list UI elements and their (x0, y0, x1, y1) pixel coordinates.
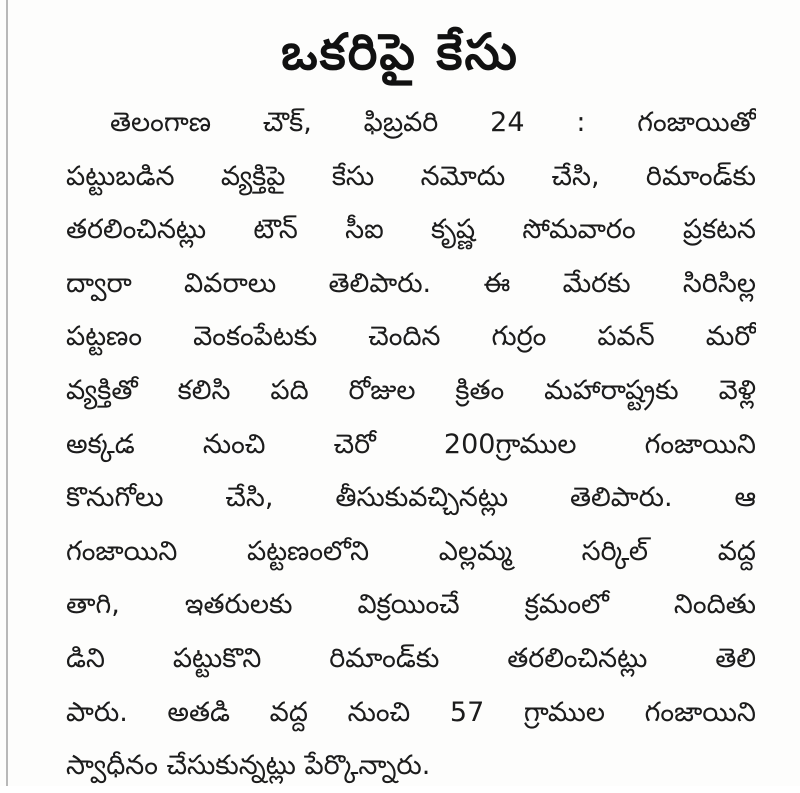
article-line: తాగి, ఇతరులకు విక్రయించే క్రమంలో నిందితు (66, 589, 756, 621)
article-line: తరలించినట్లు టౌన్ సీఐ కృష్ణ సోమవారం ప్రకటన (66, 214, 756, 246)
article-line: అక్కడ నుంచి చెరో 200గ్రాముల గంజాయిని (66, 428, 756, 460)
column-rule (6, 0, 8, 786)
article-line: పట్టుబడిన వ్యక్తిపై కేసు నమోదు చేసి, రిమాండ్‌కు (66, 160, 756, 192)
article-line: పట్టణం వెంకంపేటకు చెందిన గుర్రం పవన్ మరో (66, 321, 756, 353)
article-line: కొనుగోలు చేసి, తీసుకువచ్చినట్లు తెలిపారు. ఆ (66, 482, 756, 514)
article-line: ద్వారా వివరాలు తెలిపారు. ఈ మేరకు సిరిసిల్ల (66, 267, 756, 299)
article-line: వ్యక్తితో కలిసి పది రోజుల క్రితం మహారాష్ట్రకు వెళ్లి (66, 374, 756, 406)
article-line: తెలంగాణ చౌక్, ఫిబ్రవరి 24 : గంజాయితో (110, 107, 756, 138)
article-line: స్వాధీనం చేసుకున్నట్లు పేర్కొన్నారు. (66, 750, 431, 782)
article-line: డిని పట్టుకొని రిమాండ్‌కు తరలించినట్లు తెలి (66, 642, 756, 674)
article-line: గంజాయిని పట్టణంలోని ఎల్లమ్మ సర్కిల్ వద్ద (66, 535, 756, 567)
article-body (66, 96, 756, 793)
headline: ఒకరిపై కేసు (281, 23, 519, 81)
article-line: పారు. అతడి వద్ద నుంచి 57 గ్రాముల గంజాయిని (66, 696, 756, 728)
